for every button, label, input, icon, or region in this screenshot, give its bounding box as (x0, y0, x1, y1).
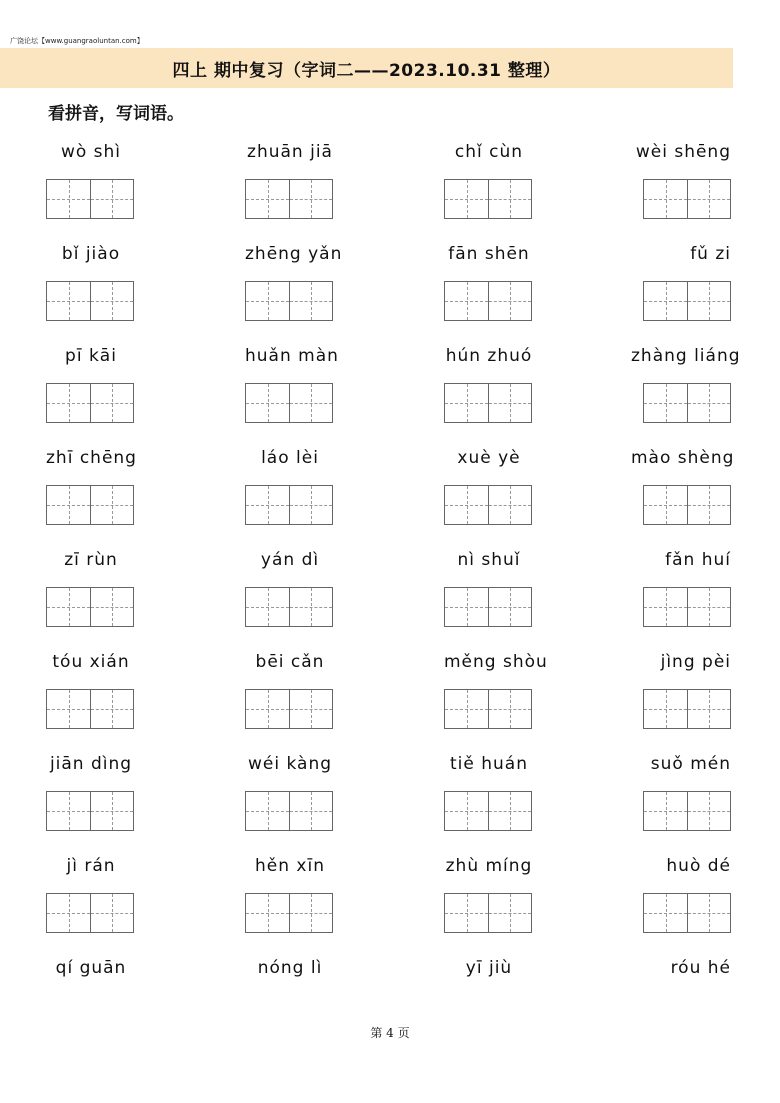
pinyin-prompt: jìng pèi (660, 652, 731, 672)
tianzige-box[interactable] (488, 894, 531, 932)
tianzige-box[interactable] (687, 180, 730, 218)
pinyin-prompt: zhuān jiā (247, 142, 333, 162)
tianzige-box[interactable] (289, 180, 332, 218)
writing-boxes (643, 179, 731, 219)
writing-boxes (245, 485, 333, 525)
writing-boxes (643, 791, 731, 831)
writing-boxes (444, 383, 532, 423)
tianzige-box[interactable] (289, 588, 332, 626)
exercise-item (245, 340, 444, 442)
writing-boxes (245, 587, 333, 627)
tianzige-box[interactable] (488, 384, 531, 422)
tianzige-box[interactable] (488, 588, 531, 626)
exercise-item (444, 544, 643, 646)
exercise-item (46, 340, 245, 442)
writing-boxes (444, 485, 532, 525)
tianzige-box[interactable] (289, 486, 332, 524)
pinyin-prompt: wò shì (60, 142, 122, 162)
page-title: 四上 期中复习（字词二——2023.10.31 整理） (172, 60, 561, 81)
writing-boxes (444, 791, 532, 831)
pinyin-prompt: bǐ jiào (61, 244, 121, 264)
exercise-item (635, 136, 780, 238)
exercise-item (46, 544, 245, 646)
tianzige-box[interactable] (445, 690, 488, 728)
tianzige-box[interactable] (246, 690, 289, 728)
exercise-item (643, 544, 780, 646)
writing-boxes (46, 587, 134, 627)
pinyin-prompt: hún zhuó (445, 346, 533, 366)
exercise-item (444, 646, 643, 748)
tianzige-box[interactable] (445, 894, 488, 932)
pinyin-prompt: nì shuǐ (457, 550, 521, 570)
exercise-item (643, 748, 780, 850)
tianzige-box[interactable] (488, 690, 531, 728)
tianzige-box[interactable] (289, 282, 332, 320)
exercise-item (245, 748, 444, 850)
pinyin-prompt: bēi cǎn (255, 652, 325, 672)
pinyin-prompt: róu hé (670, 958, 731, 978)
writing-boxes (46, 791, 134, 831)
writing-boxes (46, 689, 134, 729)
exercise-item (46, 136, 245, 238)
tianzige-box[interactable] (90, 588, 133, 626)
tianzige-box[interactable] (47, 282, 90, 320)
pinyin-prompt: xuè yè (457, 448, 521, 468)
writing-boxes (245, 179, 333, 219)
writing-boxes (444, 179, 532, 219)
tianzige-box[interactable] (47, 180, 90, 218)
exercise-item (444, 340, 643, 442)
tianzige-box[interactable] (246, 180, 289, 218)
tianzige-box[interactable] (644, 180, 687, 218)
tianzige-box[interactable] (246, 588, 289, 626)
exercise-item (444, 442, 643, 544)
exercise-item (46, 238, 245, 340)
pinyin-prompt: wèi shēng (635, 142, 731, 162)
tianzige-box[interactable] (246, 792, 289, 830)
tianzige-box[interactable] (687, 690, 730, 728)
writing-boxes (444, 281, 532, 321)
exercise-item (444, 136, 643, 238)
writing-boxes (643, 689, 731, 729)
tianzige-box[interactable] (246, 384, 289, 422)
tianzige-box[interactable] (445, 282, 488, 320)
exercise-item (631, 340, 780, 442)
writing-boxes (444, 893, 532, 933)
pinyin-prompt: zhī chēng (46, 448, 137, 468)
tianzige-box[interactable] (687, 384, 730, 422)
pinyin-prompt: zī rùn (64, 550, 118, 570)
tianzige-box[interactable] (644, 792, 687, 830)
exercise-item (46, 646, 245, 748)
pinyin-prompt: jì rán (66, 856, 116, 876)
tianzige-box[interactable] (445, 792, 488, 830)
exercise-item (245, 238, 444, 340)
instruction-heading: 看拼音，写词语。 (48, 104, 184, 124)
tianzige-box[interactable] (90, 384, 133, 422)
exercise-item (245, 136, 444, 238)
tianzige-box[interactable] (488, 282, 531, 320)
exercise-item (46, 850, 245, 952)
exercise-item (444, 238, 643, 340)
writing-boxes (245, 893, 333, 933)
pinyin-prompt: chǐ cùn (454, 142, 524, 162)
pinyin-prompt: zhēng yǎn (245, 244, 343, 264)
tianzige-box[interactable] (246, 486, 289, 524)
tianzige-box[interactable] (644, 588, 687, 626)
writing-boxes (643, 281, 731, 321)
writing-boxes (643, 383, 731, 423)
pinyin-prompt: wéi kàng (247, 754, 333, 774)
tianzige-box[interactable] (488, 792, 531, 830)
tianzige-box[interactable] (246, 282, 289, 320)
exercise-item (46, 442, 245, 544)
tianzige-box[interactable] (47, 486, 90, 524)
tianzige-box[interactable] (47, 792, 90, 830)
pinyin-prompt: láo lèi (261, 448, 319, 468)
tianzige-box[interactable] (644, 894, 687, 932)
exercise-item (444, 748, 643, 850)
tianzige-box[interactable] (289, 792, 332, 830)
pinyin-prompt: fǎn huí (665, 550, 731, 570)
tianzige-box[interactable] (687, 894, 730, 932)
pinyin-prompt: měng shòu (444, 652, 548, 672)
pinyin-prompt: tiě huán (450, 754, 528, 774)
pinyin-prompt: fān shēn (448, 244, 530, 264)
writing-boxes (245, 689, 333, 729)
pinyin-prompt: yán dì (260, 550, 320, 570)
pinyin-prompt: qí guān (55, 958, 127, 978)
tianzige-box[interactable] (289, 690, 332, 728)
pinyin-prompt: jiān dìng (49, 754, 133, 774)
exercise-item (245, 442, 444, 544)
tianzige-box[interactable] (47, 588, 90, 626)
tianzige-box[interactable] (445, 180, 488, 218)
tianzige-box[interactable] (90, 690, 133, 728)
writing-boxes (643, 893, 731, 933)
pinyin-prompt: zhù míng (445, 856, 533, 876)
writing-boxes (444, 689, 532, 729)
tianzige-box[interactable] (47, 384, 90, 422)
writing-boxes (245, 281, 333, 321)
tianzige-box[interactable] (90, 792, 133, 830)
writing-boxes (46, 893, 134, 933)
tianzige-box[interactable] (47, 690, 90, 728)
writing-boxes (46, 383, 134, 423)
pinyin-prompt: suǒ mén (650, 754, 731, 774)
tianzige-box[interactable] (445, 588, 488, 626)
writing-boxes (643, 485, 731, 525)
tianzige-box[interactable] (687, 486, 730, 524)
exercise-item (643, 646, 780, 748)
page-number: 第 4 页 (370, 1026, 410, 1040)
tianzige-box[interactable] (687, 792, 730, 830)
tianzige-box[interactable] (687, 282, 730, 320)
tianzige-box[interactable] (289, 894, 332, 932)
pinyin-prompt: zhàng liáng (631, 346, 741, 366)
exercise-item (245, 544, 444, 646)
writing-boxes (46, 281, 134, 321)
tianzige-box[interactable] (644, 384, 687, 422)
pinyin-prompt: hěn xīn (255, 856, 325, 876)
writing-boxes (444, 587, 532, 627)
tianzige-box[interactable] (90, 180, 133, 218)
writing-boxes (643, 587, 731, 627)
exercise-item (444, 850, 643, 952)
pinyin-prompt: yī jiù (465, 958, 513, 978)
pinyin-prompt: nóng lì (257, 958, 323, 978)
tianzige-box[interactable] (687, 588, 730, 626)
exercise-item (245, 646, 444, 748)
title-banner (0, 48, 733, 88)
tianzige-box[interactable] (644, 690, 687, 728)
writing-boxes (46, 485, 134, 525)
pinyin-prompt: mào shèng (631, 448, 735, 468)
pinyin-prompt: tóu xián (52, 652, 130, 672)
pinyin-prompt: huò dé (666, 856, 731, 876)
exercise-item (46, 748, 245, 850)
tianzige-box[interactable] (90, 486, 133, 524)
pinyin-prompt: fǔ zi (690, 244, 731, 264)
tianzige-box[interactable] (445, 384, 488, 422)
exercise-item (643, 850, 780, 952)
exercise-item (631, 442, 780, 544)
tianzige-box[interactable] (644, 486, 687, 524)
tianzige-box[interactable] (246, 894, 289, 932)
site-watermark: 广饶论坛【www.guangraoluntan.com】 (10, 37, 144, 45)
tianzige-box[interactable] (47, 894, 90, 932)
pinyin-prompt: huǎn màn (245, 346, 339, 366)
tianzige-box[interactable] (90, 894, 133, 932)
pinyin-prompt: pī kāi (65, 346, 117, 366)
exercise-item (245, 850, 444, 952)
writing-boxes (245, 791, 333, 831)
exercise-item (643, 238, 780, 340)
writing-boxes (46, 179, 134, 219)
tianzige-box[interactable] (488, 180, 531, 218)
exercise-grid (46, 136, 741, 1054)
tianzige-box[interactable] (644, 282, 687, 320)
writing-boxes (245, 383, 333, 423)
tianzige-box[interactable] (445, 486, 488, 524)
tianzige-box[interactable] (90, 282, 133, 320)
tianzige-box[interactable] (488, 486, 531, 524)
tianzige-box[interactable] (289, 384, 332, 422)
